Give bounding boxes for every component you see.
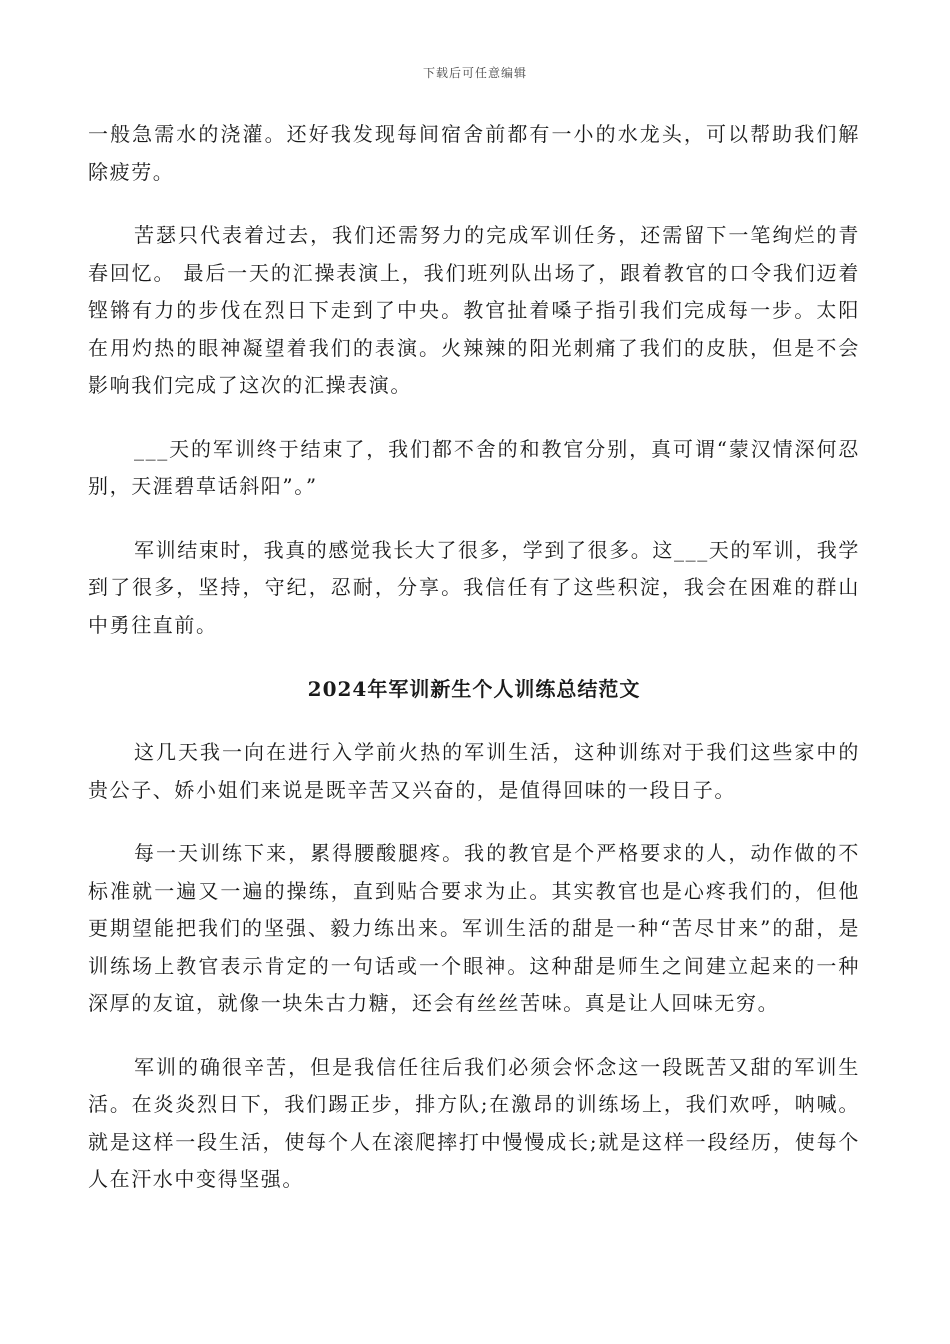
paragraph-gap [88, 506, 860, 532]
paragraph-gap [88, 1023, 860, 1049]
paragraph-daily-training: 每一天训练下来，累得腰酸腿疼。我的教官是个严格要求的人，动作做的不标准就一遍又一遍的操练，直到贴合要求为止。其实教官也是心疼我们的，但他更期望能把我们的坚强、毅力练出来。军训生活的甜是一种“苦尽甘来”的甜，是训练场上教官表示肯定的一句话或一个眼神。这种甜是师生之间建立起来的一种深厚的友谊，就像一块朱古力糖，还会有丝丝苦味。真是让人回味无穷。 [88, 841, 860, 1015]
paragraph-performance: 苦瑟只代表着过去，我们还需努力的完成军训任务，还需留下一笔绚烂的青春回忆。 最后一天的汇操表演上，我们班列队出场了，跟着教官的口令我们迈着铿锵有力的步伐在烈日下走到了中央。教官扯着嗓子指引我们完成每一步。太阳在用灼热的眼神凝望着我们的表演。火辣辣的阳光刺痛了我们的皮肤，但是不会影响我们完成了这次的汇操表演。 [88, 223, 860, 397]
paragraph-intro: 这几天我一向在进行入学前火热的军训生活，这种训练对于我们这些家中的贵公子、娇小姐们来说是既辛苦又兴奋的，是值得回味的一段日子。 [88, 740, 860, 802]
paragraph-gap [88, 191, 860, 217]
paragraph-reflection: 军训的确很辛苦，但是我信任往后我们必须会怀念这一段既苦又甜的军训生活。在炎炎烈日下，我们踢正步，排方队;在激昂的训练场上，我们欢呼，呐喊。就是这样一段生活，使每个人在滚爬摔打中慢慢成长;就是这样一段经历，使每个人在汗水中变得坚强。 [88, 1054, 860, 1191]
paragraph-gap [88, 809, 860, 835]
paragraph-continuation: 一般急需水的浇灌。还好我发现每间宿舍前都有一小的水龙头，可以帮助我们解除疲劳。 [88, 122, 860, 184]
page-header-note: 下载后可任意编辑 [422, 66, 527, 80]
paragraph-gap [88, 644, 860, 670]
paragraph-conclusion: 军训结束时，我真的感觉我长大了很多，学到了很多。这___天的军训，我学到了很多，坚持，守纪，忍耐，分享。我信任有了这些积淀，我会在困难的群山中勇往直前。 [88, 537, 860, 637]
section-title: 2024年军训新生个人训练总结范文 [307, 677, 641, 701]
paragraph-farewell: ___天的军训终于结束了，我们都不舍的和教官分别，真可谓“蒙汉情深何忍别，天涯碧草话斜阳”。” [88, 436, 860, 498]
paragraph-gap [88, 405, 860, 431]
document-body [88, 116, 860, 1199]
paragraph-gap [88, 708, 860, 734]
